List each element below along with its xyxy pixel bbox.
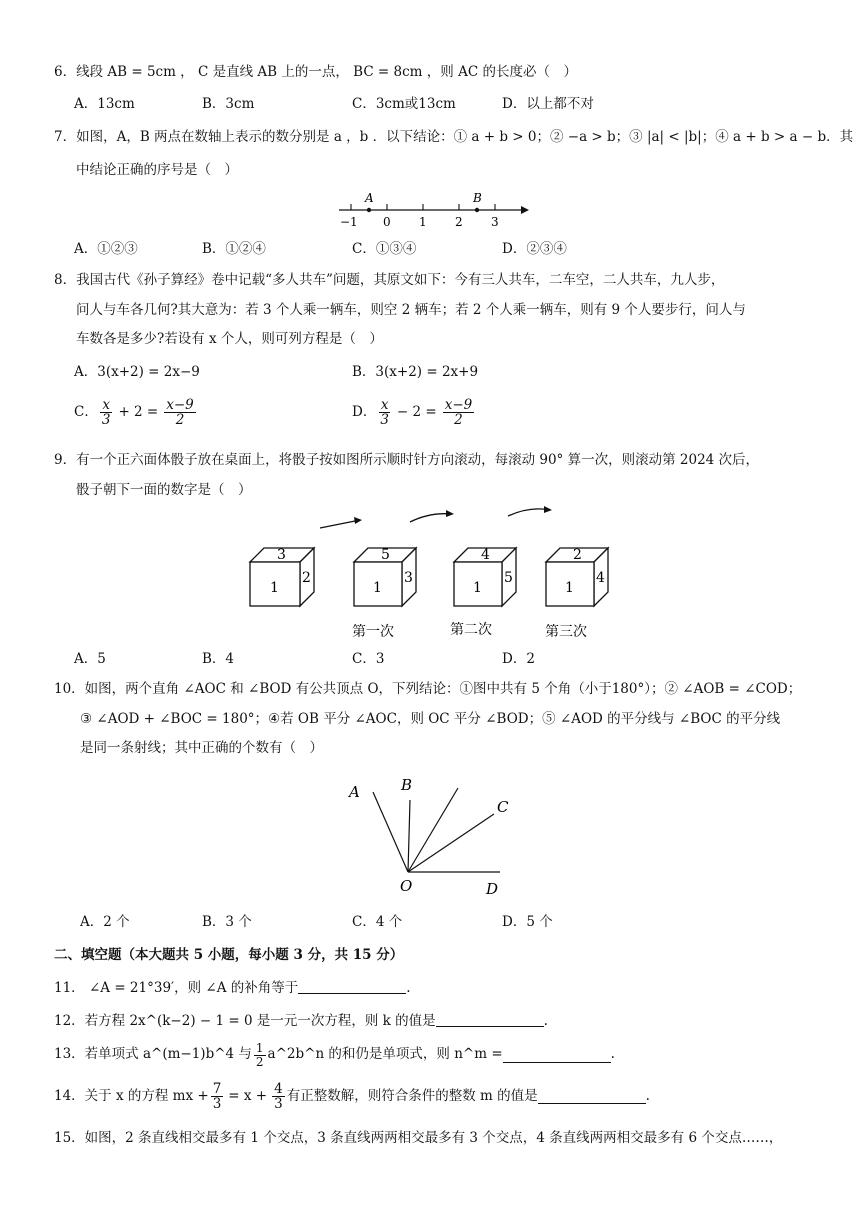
fraction-x-over-3 xyxy=(100,398,113,427)
ray-oe xyxy=(408,788,458,872)
caption-first: 第一次 xyxy=(352,624,394,640)
q12 xyxy=(54,1012,548,1031)
die-1-side: 2 xyxy=(302,570,311,586)
die-4-side: 4 xyxy=(596,570,605,586)
fraction-xm9-over-2 xyxy=(443,398,475,427)
tick-label: 2 xyxy=(455,215,463,229)
caption-second: 第二次 xyxy=(450,622,492,638)
q6-option-d: D．以上都不对 xyxy=(502,96,594,112)
point-b-label: B xyxy=(473,191,482,205)
q8-option-d-prefix: D． xyxy=(352,403,377,420)
label-o: O xyxy=(400,877,413,895)
tick-label: 3 xyxy=(491,215,499,229)
fraction-denominator: 3 xyxy=(212,1096,222,1113)
q15-text: 15．如图，2 条直线相交最多有 1 个交点，3 条直线两两相交最多有 3 个交点，4 条直线两两相交最多有 6 个交点……， xyxy=(54,1130,783,1146)
tick-label: 1 xyxy=(419,215,427,229)
label-a: A xyxy=(349,783,360,801)
roll-arrow-icon xyxy=(410,514,452,522)
ray-oc xyxy=(408,814,494,872)
q8-stem-line1: 8．我国古代《孙子算经》卷中记载“多人共车”问题，其原文如下：今有三人共车，二车空，二人共车，九人步， xyxy=(54,272,725,288)
label-b: B xyxy=(401,776,413,794)
q9-option-d: D．2 xyxy=(502,651,535,667)
q14-text: 14．关于 x 的方程 mx + xyxy=(54,1087,209,1104)
tick-label: 0 xyxy=(383,215,391,229)
roll-arrow-icon xyxy=(508,509,550,516)
fraction-x-over-3 xyxy=(378,398,391,427)
tick-label: −1 xyxy=(340,215,358,229)
fraction-denominator: 2 xyxy=(454,412,463,429)
q10-stem-line3: 是同一条射线；其中正确的个数有（ ） xyxy=(80,740,323,756)
fraction-denominator: 2 xyxy=(175,412,185,429)
angles-figure xyxy=(340,770,515,898)
q8-option-d-mid: − 2 = xyxy=(396,403,437,420)
die-3-top: 4 xyxy=(481,547,490,563)
q7-option-d: D．②③④ xyxy=(502,241,567,257)
q6-option-b: B．3cm xyxy=(202,96,255,112)
label-d: D xyxy=(486,880,499,898)
q14 xyxy=(54,1082,650,1111)
fraction-denominator: 2 xyxy=(255,1054,264,1069)
die-3-side: 5 xyxy=(504,570,513,586)
die-2-side: 3 xyxy=(404,570,413,586)
fraction-denominator: 3 xyxy=(274,1096,283,1113)
q6-option-c: C．3cm或13cm xyxy=(352,96,456,112)
number-line-arrow xyxy=(521,206,529,214)
number-line-figure xyxy=(335,188,530,230)
q9-option-a: A．5 xyxy=(74,651,106,667)
q6-stem: 6．线段 AB = 5cm ， C 是直线 AB 上的一点， BC = 8cm ，则 AC 的长度必（ ） xyxy=(54,64,577,80)
q14-text-mid: = x + xyxy=(228,1087,268,1104)
answer-blank[interactable] xyxy=(298,979,406,994)
q9-stem-line2: 骰子朝下一面的数字是（ ） xyxy=(76,482,252,498)
ray-oa xyxy=(373,792,408,872)
q9-option-b: B．4 xyxy=(202,651,235,667)
q10-stem-line2: ③ ∠AOD + ∠BOC = 180°；④若 OB 平分 ∠AOC，则 OC 平分 ∠BOD；⑤ ∠AOD 的平分线与 ∠BOC 的平分线 xyxy=(80,711,781,727)
angle-rays xyxy=(373,788,500,872)
q12-text: 12．若方程 2x^(k−2) − 1 = 0 是一元一次方程，则 k 的值是 xyxy=(54,1013,436,1029)
fraction-numerator: x xyxy=(102,397,110,413)
q10-option-b: B．3 个 xyxy=(202,914,252,930)
point-a-dot xyxy=(367,208,371,212)
q8-stem-line2: 问人与车各几何?其大意为：若 3 个人乘一辆车，则空 2 辆车；若 2 个人乘一辆车，则有 9 个人要步行，问人与 xyxy=(76,302,746,318)
fraction-numerator: x−9 xyxy=(166,397,194,413)
q11-end: . xyxy=(406,980,411,996)
answer-blank[interactable] xyxy=(436,1012,544,1027)
fraction-xm9-over-2 xyxy=(164,398,196,427)
q14-end: . xyxy=(645,1087,650,1104)
point-b-dot xyxy=(475,208,479,212)
die-1-front: 1 xyxy=(270,580,279,596)
caption-third: 第三次 xyxy=(545,624,587,640)
die-4-top: 2 xyxy=(573,547,582,563)
q8-option-c-mid: + 2 = xyxy=(118,403,159,420)
q11 xyxy=(54,979,411,998)
fraction-one-half xyxy=(254,1042,266,1068)
q13-text: 13．若单项式 a^(m−1)b^4 与 xyxy=(54,1046,252,1063)
fraction-numerator: 4 xyxy=(274,1081,283,1097)
q8-option-a: A．3(x+2) = 2x−9 xyxy=(74,364,200,380)
fraction-numerator: x xyxy=(380,397,389,413)
q11-text: 11． ∠A = 21°39′，则 ∠A 的补角等于 xyxy=(54,980,299,996)
fraction-numerator: x−9 xyxy=(444,397,473,413)
section-heading: 二、填空题（本大题共 5 小题，每小题 3 分，共 15 分） xyxy=(54,947,404,963)
q8-option-c-prefix: C． xyxy=(74,403,98,420)
fraction-numerator: 1 xyxy=(255,1041,264,1055)
q13 xyxy=(54,1042,615,1068)
fraction-four-thirds xyxy=(272,1082,285,1111)
q9-option-c: C．3 xyxy=(352,651,385,667)
roll-arrow-icon xyxy=(320,520,360,528)
dice-rolling-figure xyxy=(240,500,620,645)
q8-stem-line3: 车数各是多少?若设有 x 个人，则可列方程是（ ） xyxy=(76,331,383,347)
q8-option-b: B．3(x+2) = 2x+9 xyxy=(352,364,479,380)
q12-end: . xyxy=(543,1013,548,1029)
q7-option-c: C．①③④ xyxy=(352,241,417,257)
die-3-front: 1 xyxy=(473,580,482,596)
q7-option-a: A．①②③ xyxy=(74,241,138,257)
q6-option-a: A．13cm xyxy=(74,96,135,112)
answer-blank[interactable] xyxy=(538,1089,646,1104)
die-1-top: 3 xyxy=(277,547,286,563)
fraction-denominator: 3 xyxy=(380,412,389,429)
q9-stem-line1: 9．有一个正六面体骰子放在桌面上，将骰子按如图所示顺时针方向滚动，每滚动 90° 算一次，则滚动第 2024 次后， xyxy=(54,452,760,468)
fraction-seven-thirds xyxy=(211,1082,224,1111)
answer-blank[interactable] xyxy=(503,1048,611,1063)
die-2-top: 5 xyxy=(381,547,390,563)
q10-option-d: D．5 个 xyxy=(502,914,553,930)
q7-stem-line2: 中结论正确的序号是（ ） xyxy=(76,162,238,178)
q13-end: . xyxy=(610,1046,615,1063)
ray-ob xyxy=(408,800,410,872)
fraction-denominator: 3 xyxy=(101,412,111,429)
q13-text-mid: a^2b^n 的和仍是单项式，则 n^m = xyxy=(267,1046,503,1063)
q7-option-b: B．①②④ xyxy=(202,241,266,257)
die-2-front: 1 xyxy=(373,580,382,596)
point-a-label: A xyxy=(365,191,374,205)
q8-option-d xyxy=(352,398,476,427)
q7-stem-line1: 7．如图，A，B 两点在数轴上表示的数分别是 a ，b ．以下结论：① a + b > 0；② −a > b；③ |a| < |b|；④ a + b > a − b．其 xyxy=(54,129,854,145)
q10-option-c: C．4 个 xyxy=(352,914,403,930)
q10-option-a: A．2 个 xyxy=(80,914,130,930)
roll-arrowheads xyxy=(354,506,552,524)
q8-option-c xyxy=(74,398,198,427)
die-4-front: 1 xyxy=(565,580,574,596)
q14-text-tail: 有正整数解，则符合条件的整数 m 的值是 xyxy=(286,1087,538,1104)
label-c: C xyxy=(497,798,509,816)
fraction-numerator: 7 xyxy=(212,1081,222,1097)
q10-stem-line1: 10．如图，两个直角 ∠AOC 和 ∠BOD 有公共顶点 O，下列结论：①图中共有 5 个角（小于180°）；② ∠AOB = ∠COD； xyxy=(54,681,802,697)
